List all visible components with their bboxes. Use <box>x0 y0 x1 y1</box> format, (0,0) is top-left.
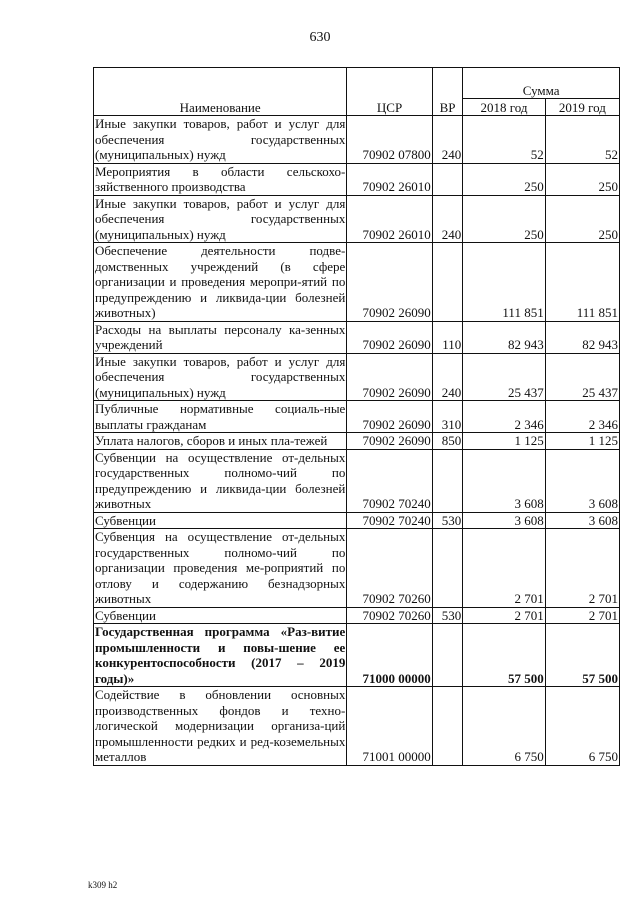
row-vr: 310 <box>432 401 463 433</box>
row-name: Иные закупки товаров, работ и услуг для обеспечения государственных (муниципальных) нужд <box>95 116 346 162</box>
row-2019: 52 <box>545 116 619 164</box>
row-csr: 70902 70260 <box>347 529 432 608</box>
row-2019: 111 851 <box>545 243 619 322</box>
row-vr: 240 <box>432 116 463 164</box>
row-csr: 70902 26090 <box>347 353 432 401</box>
header-sum: Сумма <box>463 68 620 99</box>
row-name: Субвенции на осуществление от-дельных государственных полномо-чий по предупреждению и ликвида-ции болезней животных <box>95 449 346 511</box>
table-row <box>94 512 620 529</box>
row-2019: 82 943 <box>545 321 619 353</box>
row-2019: 250 <box>545 195 619 243</box>
row-2019: 3 608 <box>545 449 619 512</box>
row-vr <box>432 243 463 322</box>
budget-table <box>93 67 620 766</box>
row-2018: 2 346 <box>463 401 545 433</box>
table-row <box>94 116 620 164</box>
row-2018: 6 750 <box>463 687 545 766</box>
row-2018: 2 701 <box>463 607 545 624</box>
header-year-2019: 2019 год <box>545 99 619 116</box>
row-name: Государственная программа «Раз-витие промышленности и повы-шение ее конкурентоспособности (2017 – 2019 годы)» <box>95 624 346 686</box>
row-csr: 70902 26090 <box>347 321 432 353</box>
row-name: Мероприятия в области сельскохо-зяйственного производства <box>95 163 346 194</box>
row-csr: 70902 26090 <box>347 243 432 322</box>
row-2018: 3 608 <box>463 449 545 512</box>
row-2019: 1 125 <box>545 433 619 450</box>
row-name: Субвенции <box>94 607 347 624</box>
table-body <box>94 116 620 766</box>
row-2018: 250 <box>463 195 545 243</box>
table-row <box>94 433 620 450</box>
row-csr: 71001 00000 <box>347 687 432 766</box>
row-vr: 530 <box>432 607 463 624</box>
row-2018: 25 437 <box>463 353 545 401</box>
row-2019: 6 750 <box>545 687 619 766</box>
table-row <box>94 607 620 624</box>
row-csr: 70902 70260 <box>347 607 432 624</box>
row-name: Публичные нормативные социаль-ные выплаты гражданам <box>95 401 346 432</box>
row-name: Субвенция на осуществление от-дельных государственных полномо-чий по организации проведения ме-роприятий по отлову и содержанию безнадзорных животных <box>95 529 346 606</box>
row-2018: 57 500 <box>463 624 545 687</box>
row-name: Субвенции <box>94 512 347 529</box>
row-2019: 25 437 <box>545 353 619 401</box>
row-2018: 111 851 <box>463 243 545 322</box>
table-header-row <box>94 68 620 99</box>
row-vr <box>432 529 463 608</box>
table-row <box>94 624 620 687</box>
row-2018: 2 701 <box>463 529 545 608</box>
row-vr: 240 <box>432 353 463 401</box>
row-2019: 2 346 <box>545 401 619 433</box>
row-2018: 52 <box>463 116 545 164</box>
table-row <box>94 353 620 401</box>
row-vr: 530 <box>432 512 463 529</box>
header-name: Наименование <box>94 68 347 116</box>
row-csr: 70902 70240 <box>347 449 432 512</box>
row-vr <box>432 624 463 687</box>
row-csr: 70902 07800 <box>347 116 432 164</box>
row-csr: 70902 26010 <box>347 163 432 195</box>
row-2018: 1 125 <box>463 433 545 450</box>
row-2019: 2 701 <box>545 607 619 624</box>
row-2018: 82 943 <box>463 321 545 353</box>
row-vr <box>432 163 463 195</box>
row-name: Иные закупки товаров, работ и услуг для обеспечения государственных (муниципальных) нужд <box>95 353 346 400</box>
header-vr: ВР <box>432 68 463 116</box>
header-year-2018: 2018 год <box>463 99 545 116</box>
row-csr: 70902 70240 <box>347 512 432 529</box>
row-vr: 110 <box>432 321 463 353</box>
row-name: Уплата налогов, сборов и иных пла-тежей <box>94 433 347 450</box>
table-row <box>94 449 620 512</box>
row-csr: 70902 26010 <box>347 195 432 243</box>
row-2019: 250 <box>545 163 619 195</box>
table-row <box>94 195 620 243</box>
row-csr: 70902 26090 <box>347 401 432 433</box>
row-vr <box>432 449 463 512</box>
header-csr: ЦСР <box>347 68 432 116</box>
table-row <box>94 687 620 766</box>
table-row <box>94 401 620 433</box>
row-name: Обеспечение деятельности подве-домственных учреждений (в сфере организации и проведения меропри-ятий по предупреждению и ликвида-ции болезней животных) <box>95 243 346 320</box>
table-row <box>94 163 620 195</box>
row-name: Иные закупки товаров, работ и услуг для обеспечения государственных (муниципальных) нужд <box>95 195 346 242</box>
row-csr: 70902 26090 <box>347 433 432 450</box>
row-2019: 2 701 <box>545 529 619 608</box>
table-row <box>94 529 620 608</box>
row-2019: 3 608 <box>545 512 619 529</box>
row-2018: 3 608 <box>463 512 545 529</box>
table-row <box>94 321 620 353</box>
row-csr: 71000 00000 <box>347 624 432 687</box>
row-name: Расходы на выплаты персоналу ка-зенных учреждений <box>95 321 346 352</box>
row-2018: 250 <box>463 163 545 195</box>
row-name: Содействие в обновлении основных производственных фондов и техно-логической модернизации организа-ций промышленности редких и ред-коземельных металлов <box>95 687 346 764</box>
row-vr: 850 <box>432 433 463 450</box>
row-vr <box>432 687 463 766</box>
table-row <box>94 243 620 322</box>
footer-code: k309 h2 <box>88 880 118 890</box>
row-2019: 57 500 <box>545 624 619 687</box>
row-vr: 240 <box>432 195 463 243</box>
page-number: 630 <box>309 30 331 45</box>
